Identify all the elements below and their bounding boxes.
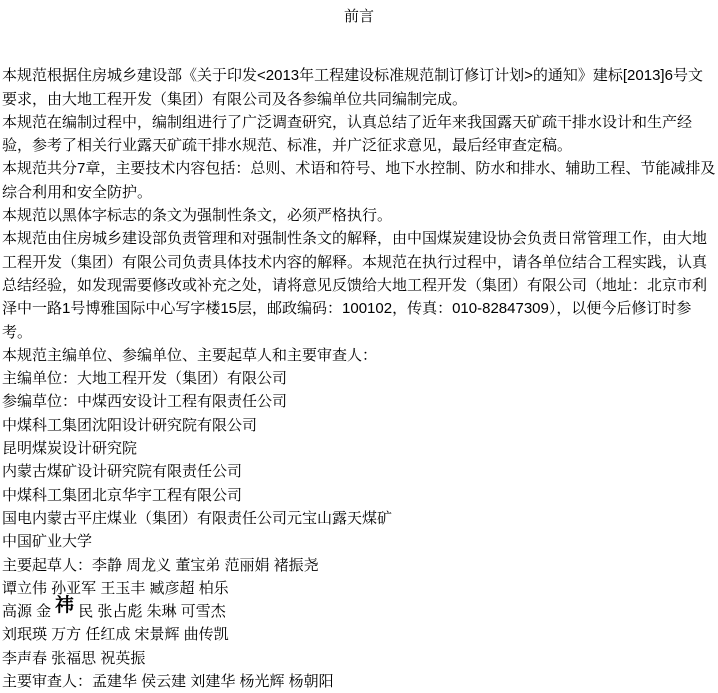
line-chief-editing-unit: 主编单位：大地工程开发（集团）有限公司 bbox=[2, 370, 288, 388]
line-participating-unit-2: 中煤科工集团沈阳设计研究院有限公司 bbox=[2, 416, 258, 434]
line-participating-unit-1: 参编草位：中煤西安设计工程有限责任公司 bbox=[2, 393, 288, 411]
rare-character-yi: 祎 bbox=[55, 594, 75, 617]
page-title: 前言 bbox=[343, 8, 374, 25]
para-management-and-feedback: 本规范由住房城乡建设部负责管理和对强制性条文的解释，由中国煤炭建设协会负责日常管理工作，由大地工程开发（集团）有限公司负责具体技术内容的解释。本规范在执行过程中，请各单位结合工程实践，认真总结经验，如发现需要修改或补充之处，请将意见反馈给大地工程开发（集团）有限公司（地址：北京市利泽中一路1号博雅国际中心写字楼15层，邮政编码：100102，传真：010-82847309），以便今后修订时参考。 bbox=[2, 230, 708, 341]
para-mandatory-provisions: 本规范以黑体字标志的条文为强制性条文，必须严格执行。 bbox=[2, 207, 393, 225]
para-chapters-overview: 本规范共分7章，主要技术内容包括：总则、术语和符号、地下水控制、防水和排水、辅助工程、节能减排及综合利用和安全防护。 bbox=[2, 160, 716, 201]
line-chief-drafters-4: 刘珉瑛 万方 任红成 宋景辉 曲传凯 bbox=[2, 626, 229, 644]
para-drafting-process: 本规范在编制过程中，编制组进行了广泛调查研究，认真总结了近年来我国露天矿疏干排水设计和生产经验，参考了相关行业露天矿疏干排水规范、标准，并广泛征求意见，最后经审查定稿。 bbox=[2, 113, 693, 155]
para-units-intro: 本规范主编单位、参编单位、主要起草人和主要审查人： bbox=[2, 346, 378, 364]
line-participating-unit-7: 中国矿业大学 bbox=[2, 533, 93, 551]
line-participating-unit-5: 中煤科工集团北京华宇工程有限公司 bbox=[2, 486, 243, 504]
line-chief-drafters-3 bbox=[2, 594, 716, 623]
drafters-3-before: 高源 金 bbox=[2, 603, 52, 621]
line-participating-unit-3: 昆明煤炭设计研究院 bbox=[2, 440, 138, 458]
para-drafting-basis: 本规范根据住房城乡建设部《关于印发<2013年工程建设标准规范制订修订计划>的通知》建标[2013]6号文要求，由大地工程开发（集团）有限公司及各参编单位共同编制完成。 bbox=[2, 67, 703, 108]
line-chief-drafters-2: 谭立伟 孙亚军 王玉丰 臧彦超 柏乐 bbox=[2, 579, 229, 597]
line-chief-reviewers: 主要审查人：孟建华 侯云建 刘建华 杨光辉 杨朝阳 bbox=[2, 673, 334, 691]
line-participating-unit-6: 国电内蒙古平庄煤业（集团）有限责任公司元宝山露天煤矿 bbox=[2, 509, 393, 527]
drafters-3-after: 民 张占彪 朱琳 可雪杰 bbox=[78, 603, 226, 621]
line-chief-drafters-5: 李声春 张福思 祝英振 bbox=[2, 649, 146, 667]
line-participating-unit-4: 内蒙古煤矿设计研究院有限责任公司 bbox=[2, 463, 243, 481]
line-chief-drafters-1: 主要起草人：李静 周龙义 董宝弟 范丽娟 褚振尧 bbox=[2, 556, 319, 574]
